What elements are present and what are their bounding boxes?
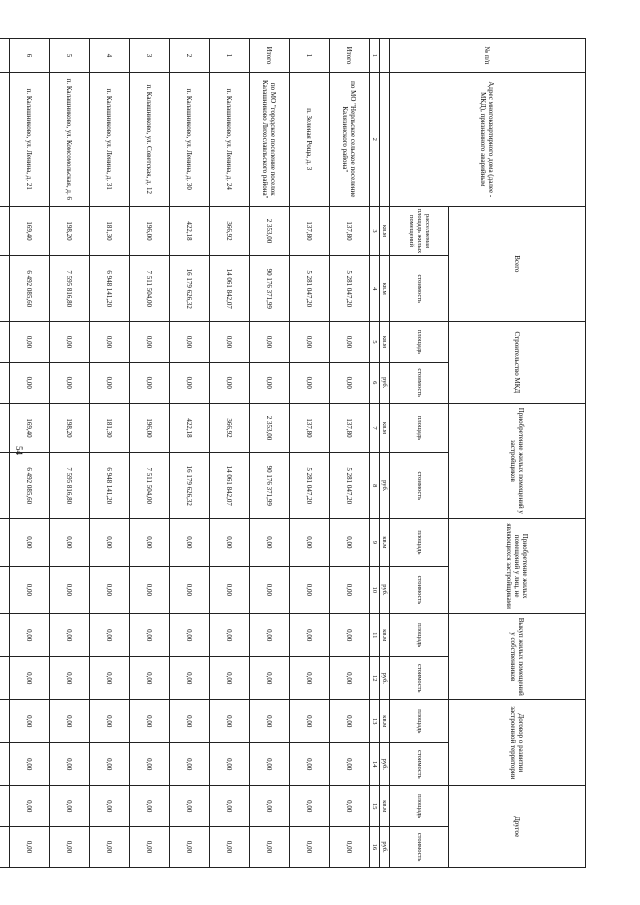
row-value-cell: 6 492 085,60 (10, 453, 50, 519)
row-value-cell: 0,00 (290, 743, 330, 786)
col-number: 3 (370, 206, 380, 256)
row-value-cell: 5 281 047,20 (290, 453, 330, 519)
row-value-cell: 0,00 (10, 657, 50, 700)
row-value-cell: 0,00 (330, 657, 370, 700)
row-value-cell: 0,00 (290, 519, 330, 567)
row-value-cell: 137,80 (290, 403, 330, 453)
row-value-cell: 0,00 (290, 322, 330, 363)
row-value-cell: 6 948 141,20 (90, 453, 130, 519)
row-value-cell: 0,00 (10, 700, 50, 743)
row-value-cell: 0,00 (170, 362, 210, 403)
row-value-cell: 2 353,00 (250, 206, 290, 256)
row-value-cell: 0,00 (250, 519, 290, 567)
unit-rub: руб. (380, 453, 390, 519)
row-value-cell: 0,00 (10, 827, 50, 868)
row-value-cell: 0,00 (170, 657, 210, 700)
row-value-cell: 169,40 (10, 206, 50, 256)
row-number (0, 39, 10, 73)
table-row (170, 39, 210, 868)
row-value-cell: 0,00 (330, 519, 370, 567)
subheader-area: площадь (390, 403, 449, 453)
row-number: 1 (290, 39, 330, 73)
row-value-cell: 181,30 (90, 403, 130, 453)
row-value-cell: 0,00 (50, 614, 90, 657)
row-value-cell: 0,00 (170, 786, 210, 827)
row-value-cell: 90 176 371,99 (250, 453, 290, 519)
unit-rub: руб. (380, 657, 390, 700)
unit-rub: руб. (380, 743, 390, 786)
table-row (290, 39, 330, 868)
unit-rub: руб. (380, 362, 390, 403)
row-value-cell: 0,00 (90, 827, 130, 868)
row-address: п. Калашниково, ул. Ленина, д. 30 (170, 72, 210, 206)
subheader-total-area: расселяемая площадь жилых помещений (390, 206, 449, 256)
row-value-cell: 0,00 (330, 786, 370, 827)
row-value-cell: 0,00 (290, 700, 330, 743)
row-value-cell: 0,00 (170, 700, 210, 743)
row-value-cell: 0,00 (130, 519, 170, 567)
row-value-cell: 169,40 (10, 403, 50, 453)
row-value-cell: 181,30 (90, 206, 130, 256)
subheader-cost: стоимость (390, 453, 449, 519)
table-body (0, 39, 370, 868)
row-value-cell: 422,18 (170, 206, 210, 256)
col-number: 15 (370, 786, 380, 827)
row-number: 3 (130, 39, 170, 73)
row-value-cell: 0,00 (290, 657, 330, 700)
row-value-cell: 0,00 (250, 657, 290, 700)
row-value-cell: 0,00 (50, 566, 90, 614)
row-value-cell: 6 948 141,20 (90, 256, 130, 322)
row-value-cell: 0,00 (170, 743, 210, 786)
row-value-cell: 0,00 (90, 362, 130, 403)
row-value-cell: 14 061 842,07 (210, 453, 250, 519)
row-value-cell: 0,00 (130, 657, 170, 700)
col-number: 8 (370, 453, 380, 519)
col-number: 6 (370, 362, 380, 403)
row-value-cell (0, 743, 10, 786)
row-value-cell: 0,00 (10, 362, 50, 403)
table-row (10, 39, 50, 868)
row-value-cell: 0,00 (170, 566, 210, 614)
row-value-cell (0, 827, 10, 868)
row-value-cell: 0,00 (90, 700, 130, 743)
row-value-cell: 0,00 (330, 362, 370, 403)
table-row (330, 39, 370, 868)
row-value-cell: 0,00 (250, 614, 290, 657)
table-row (210, 39, 250, 868)
row-number: Итого (250, 39, 290, 73)
row-value-cell: 0,00 (50, 827, 90, 868)
row-value-cell: 196,00 (130, 206, 170, 256)
row-value-cell: 0,00 (290, 614, 330, 657)
table-row (90, 39, 130, 868)
row-value-cell: 0,00 (210, 614, 250, 657)
row-value-cell: 14 061 842,07 (210, 256, 250, 322)
row-value-cell: 0,00 (90, 614, 130, 657)
row-value-cell: 0,00 (210, 566, 250, 614)
row-value-cell: 137,80 (290, 206, 330, 256)
row-value-cell (0, 362, 10, 403)
header-group-buyout: Выкуп жилых помещений у собственников (449, 614, 586, 700)
row-value-cell: 0,00 (250, 786, 290, 827)
unit-rub: руб. (380, 566, 390, 614)
unit-rub: руб. (380, 827, 390, 868)
row-value-cell: 0,00 (130, 700, 170, 743)
unit-empty (380, 72, 390, 206)
row-value-cell: 0,00 (330, 614, 370, 657)
row-value-cell (0, 256, 10, 322)
row-value-cell: 0,00 (130, 614, 170, 657)
row-value-cell: 0,00 (250, 362, 290, 403)
subheader-area: площадь (390, 614, 449, 657)
row-value-cell (0, 657, 10, 700)
row-value-cell: 198,20 (50, 403, 90, 453)
subheader-area: площадь (390, 786, 449, 827)
row-value-cell: 7 595 816,80 (50, 256, 90, 322)
unit-sqm: кв.м (380, 322, 390, 363)
row-value-cell (0, 786, 10, 827)
row-number: 5 (50, 39, 90, 73)
row-address: п. Калашниково, ул. Ленина, д. 21 (10, 72, 50, 206)
page-number: 54 (14, 446, 24, 455)
row-value-cell: 0,00 (10, 519, 50, 567)
row-value-cell: 0,00 (170, 827, 210, 868)
row-value-cell: 0,00 (210, 743, 250, 786)
row-value-cell (0, 519, 10, 567)
col-number: 12 (370, 657, 380, 700)
header-group-total: Всего (449, 206, 586, 322)
row-value-cell: 0,00 (50, 786, 90, 827)
row-value-cell (0, 453, 10, 519)
row-value-cell: 0,00 (330, 743, 370, 786)
row-value-cell: 0,00 (130, 786, 170, 827)
row-value-cell: 0,00 (250, 700, 290, 743)
row-value-cell: 137,80 (330, 403, 370, 453)
row-value-cell: 0,00 (290, 786, 330, 827)
row-value-cell: 0,00 (10, 566, 50, 614)
row-value-cell: 0,00 (170, 614, 210, 657)
row-value-cell: 0,00 (210, 657, 250, 700)
row-value-cell: 0,00 (210, 362, 250, 403)
unit-sqm: кв.м (380, 700, 390, 743)
subheader-cost: стоимость (390, 256, 449, 322)
row-address: п. Зеленая Роща, д. 3 (290, 72, 330, 206)
row-number: Итого (330, 39, 370, 73)
row-address (0, 72, 10, 206)
row-value-cell: 0,00 (210, 700, 250, 743)
table-row (0, 39, 10, 868)
rotated-table-container (25, 38, 586, 868)
row-value-cell: 0,00 (290, 827, 330, 868)
unit-sqm: кв.м (380, 403, 390, 453)
row-value-cell: 16 179 626,32 (170, 256, 210, 322)
row-value-cell (0, 614, 10, 657)
row-value-cell: 0,00 (50, 322, 90, 363)
col-number: 11 (370, 614, 380, 657)
unit-sqm: кв.м (380, 206, 390, 256)
unit-sqm: кв.м (380, 614, 390, 657)
row-value-cell: 196,00 (130, 403, 170, 453)
unit-sqm: кв.м (380, 519, 390, 567)
row-value-cell: 0,00 (330, 700, 370, 743)
col-number: 14 (370, 743, 380, 786)
header-group-territory: Договор о развитии застроенной территории (449, 700, 586, 786)
row-number: 4 (90, 39, 130, 73)
row-value-cell: 0,00 (170, 322, 210, 363)
row-value-cell: 0,00 (10, 786, 50, 827)
table-row (250, 39, 290, 868)
subheader-area: площадь (390, 700, 449, 743)
row-value-cell: 90 176 371,99 (250, 256, 290, 322)
row-value-cell: 0,00 (250, 743, 290, 786)
row-value-cell: 0,00 (10, 614, 50, 657)
subheader-area: площадь (390, 322, 449, 363)
row-value-cell: 0,00 (50, 743, 90, 786)
row-value-cell: 198,20 (50, 206, 90, 256)
row-value-cell: 0,00 (290, 566, 330, 614)
row-address: п. Калашниково, ул. Советская, д. 12 (130, 72, 170, 206)
row-value-cell: 0,00 (90, 786, 130, 827)
row-value-cell: 422,18 (170, 403, 210, 453)
unit-sqm: кв.м (380, 786, 390, 827)
row-value-cell: 0,00 (170, 519, 210, 567)
row-value-cell (0, 700, 10, 743)
row-value-cell: 0,00 (90, 322, 130, 363)
col-number: 16 (370, 827, 380, 868)
row-value-cell: 0,00 (250, 827, 290, 868)
row-value-cell: 0,00 (130, 566, 170, 614)
row-value-cell: 0,00 (50, 519, 90, 567)
row-value-cell (0, 566, 10, 614)
row-value-cell: 0,00 (10, 322, 50, 363)
row-value-cell: 0,00 (90, 566, 130, 614)
row-value-cell: 366,92 (210, 403, 250, 453)
row-value-cell: 0,00 (90, 519, 130, 567)
row-value-cell: 137,80 (330, 206, 370, 256)
subheader-area: площадь (390, 519, 449, 567)
row-value-cell: 0,00 (330, 322, 370, 363)
row-value-cell: 0,00 (130, 743, 170, 786)
row-value-cell: 0,00 (50, 700, 90, 743)
row-value-cell: 16 179 626,32 (170, 453, 210, 519)
row-number: 1 (210, 39, 250, 73)
row-value-cell: 0,00 (130, 362, 170, 403)
row-value-cell: 0,00 (330, 827, 370, 868)
row-address: п. Калашниково, ул. Ленина, д. 24 (210, 72, 250, 206)
row-value-cell: 366,92 (210, 206, 250, 256)
row-address: п. Калашниково, ул. Ленина, д. 31 (90, 72, 130, 206)
row-value-cell: 0,00 (130, 827, 170, 868)
resettlement-table (0, 38, 586, 868)
row-value-cell: 6 492 085,60 (10, 256, 50, 322)
row-value-cell: 0,00 (10, 743, 50, 786)
header-num: № п/п (390, 39, 586, 73)
col-number: 2 (370, 72, 380, 206)
row-value-cell: 0,00 (50, 362, 90, 403)
row-value-cell: 0,00 (210, 786, 250, 827)
header-group-non-developers: Приобретение жилых помещений у лиц, не являющихся застройщиками (449, 519, 586, 614)
row-value-cell: 0,00 (250, 322, 290, 363)
row-value-cell: 0,00 (90, 657, 130, 700)
row-value-cell: 5 281 047,20 (290, 256, 330, 322)
row-value-cell: 0,00 (250, 566, 290, 614)
row-address: по МО "Нерльское сельское поселение Калязинского района" (330, 72, 370, 206)
unit-empty (380, 39, 390, 73)
row-value-cell: 7 511 504,00 (130, 256, 170, 322)
subheader-cost: стоимость (390, 743, 449, 786)
row-value-cell: 0,00 (210, 322, 250, 363)
table-row (130, 39, 170, 868)
row-value-cell: 0,00 (130, 322, 170, 363)
row-value-cell: 0,00 (210, 827, 250, 868)
col-number: 7 (370, 403, 380, 453)
row-value-cell: 0,00 (210, 519, 250, 567)
row-value-cell (0, 403, 10, 453)
row-value-cell: 7 511 504,00 (130, 453, 170, 519)
row-value-cell (0, 322, 10, 363)
header-address: Адрес многоквартирного дома (далее - МКД), признанного аварийным (390, 72, 586, 206)
col-number: 10 (370, 566, 380, 614)
row-value-cell: 7 595 816,80 (50, 453, 90, 519)
unit-sqm: кв.м (380, 256, 390, 322)
row-value-cell: 0,00 (90, 743, 130, 786)
col-number: 1 (370, 39, 380, 73)
header-group-developers: Приобретение жилых помещений у застройщиков (449, 403, 586, 519)
row-value-cell: 0,00 (290, 362, 330, 403)
header-group-construction: Строительство МКД (449, 322, 586, 404)
col-number: 4 (370, 256, 380, 322)
row-value-cell (0, 206, 10, 256)
row-value-cell: 5 281 047,20 (330, 453, 370, 519)
subheader-cost: стоимость (390, 657, 449, 700)
subheader-cost: стоимость (390, 827, 449, 868)
row-value-cell: 0,00 (330, 566, 370, 614)
col-number: 9 (370, 519, 380, 567)
row-number: 2 (170, 39, 210, 73)
header-group-other: Другое (449, 786, 586, 868)
row-address: п. Калашниково, ул. Комсомольская, д. 6 (50, 72, 90, 206)
row-address: по МО "городское поселение поселок Калашниково Лихославльского района" (250, 72, 290, 206)
row-number: 6 (10, 39, 50, 73)
row-value-cell: 0,00 (50, 657, 90, 700)
col-number: 5 (370, 322, 380, 363)
subheader-cost: стоимость (390, 566, 449, 614)
table-row (50, 39, 90, 868)
col-number: 13 (370, 700, 380, 743)
subheader-cost: стоимость (390, 362, 449, 403)
row-value-cell: 5 281 047,20 (330, 256, 370, 322)
row-value-cell: 2 353,00 (250, 403, 290, 453)
